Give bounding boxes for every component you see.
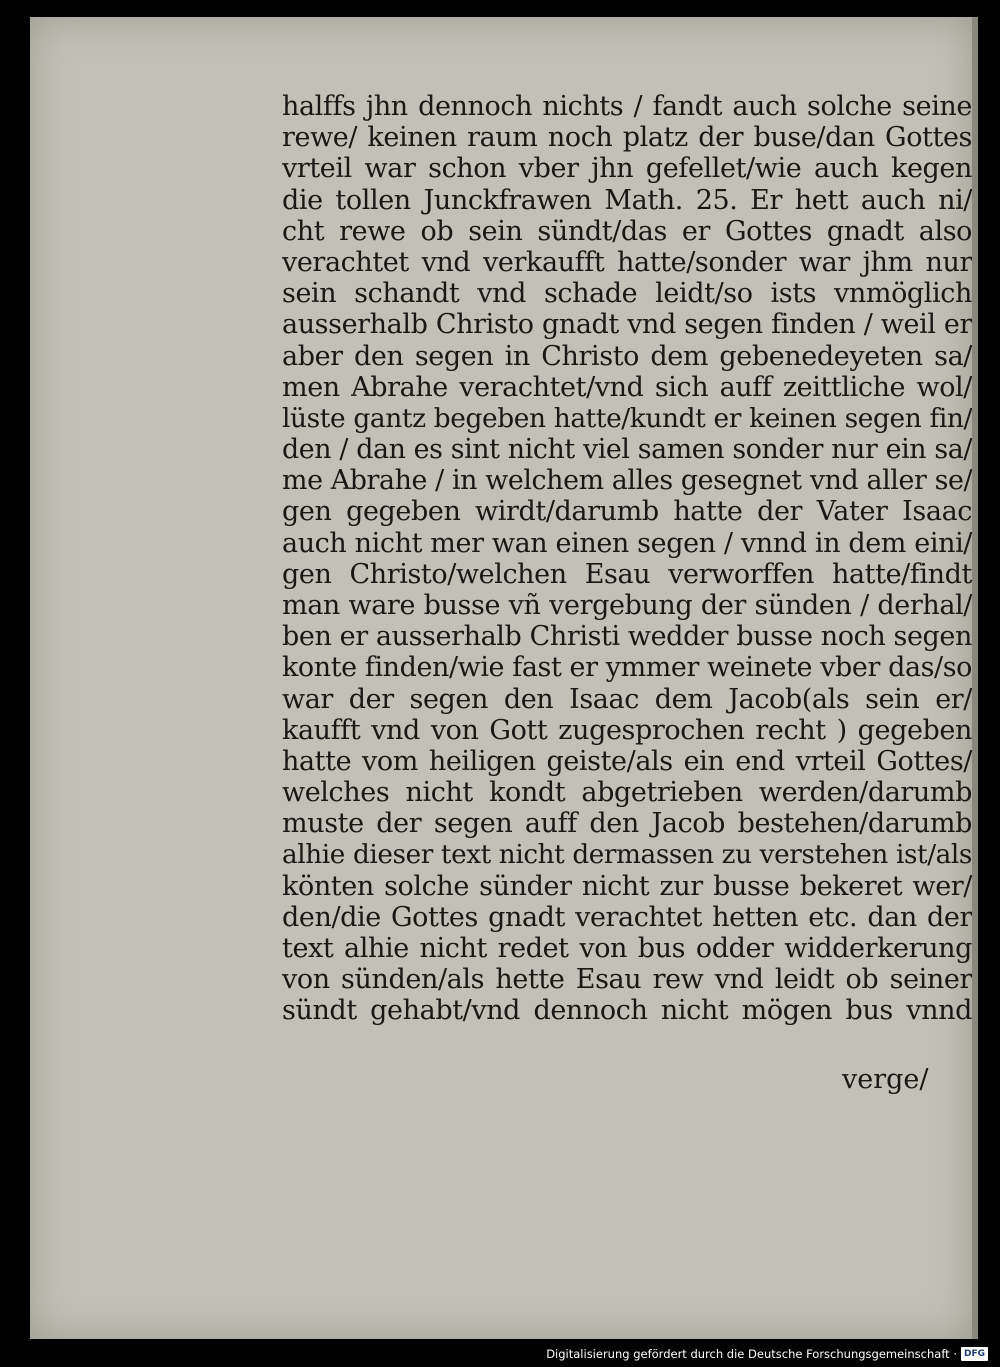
text-line: den/die Gottes gnadt verachtet hetten etc. dan der [282, 901, 972, 933]
text-line: gen gegeben wirdt/darumb hatte der Vater Isaac [282, 496, 972, 528]
text-line: aber den segen in Christo dem gebenedeyeten sa/ [282, 340, 972, 372]
text-line: hatte vom heiligen geiste/als ein end vrteil Gottes/ [282, 745, 972, 777]
text-line: konte finden/wie fast er ymmer weinete vber das/so [282, 652, 972, 684]
text-line: von sünden/als hette Esau rew vnd leidt ob seiner [282, 964, 972, 996]
text-line: ben er ausserhalb Christi wedder busse noch segen [282, 621, 972, 653]
text-line: me Abrahe / in welchem alles gesegnet vnd aller se/ [282, 465, 973, 497]
page-edge [972, 17, 978, 1339]
text-line: text alhie nicht redet von bus odder widderkerung [282, 933, 972, 965]
text-line: vrteil war schon vber jhn gefellet/wie auch kegen [282, 153, 972, 185]
scanned-page [30, 17, 972, 1339]
text-line: sündt gehabt/vnd dennoch nicht mögen bus vnnd [282, 995, 972, 1027]
text-line: welches nicht kondt abgetrieben werden/darumb [282, 777, 972, 809]
text-block [282, 91, 972, 1027]
text-line: den / dan es sint nicht viel samen sonder nur ein sa/ [282, 434, 972, 466]
text-line: cht rewe ob sein sündt/das er Gottes gnadt also [282, 215, 972, 247]
text-line: muste der segen auff den Jacob bestehen/darumb [282, 808, 972, 840]
text-line: verachtet vnd verkaufft hatte/sonder war jhm nur [282, 246, 972, 278]
text-line: halffs jhn dennoch nichts / fandt auch solche seine [282, 91, 972, 122]
text-line: ausserhalb Christo gnadt vnd segen finden / weil er [282, 309, 972, 341]
text-line: war der segen den Isaac dem Jacob(als sein er/ [282, 683, 972, 715]
text-line: könten solche sünder nicht zur busse bekeret wer/ [282, 870, 972, 902]
text-line: sein schandt vnd schade leidt/so ists vnmöglich [282, 278, 972, 310]
text-line: die tollen Junckfrawen Math. 25. Er hett auch ni/ [282, 184, 972, 216]
text-line: man ware busse vñ vergebung der sünden / derhal/ [282, 590, 972, 621]
digitization-footer [546, 1344, 988, 1364]
dfg-logo-icon: DFG [961, 1347, 988, 1361]
text-line: men Abrahe verachtet/vnd sich auff zeittliche wol/ [282, 371, 972, 403]
text-line: lüste gantz begeben hatte/kundt er keinen segen fin/ [282, 402, 972, 434]
catchword: verge/ [842, 1064, 929, 1095]
text-line: rewe/ keinen raum noch platz der buse/dan Gottes [282, 122, 972, 154]
footer-credit: Digitalisierung gefördert durch die Deutsche Forschungsgemeinschaft · [546, 1347, 957, 1361]
text-line: kaufft vnd von Gott zugesprochen recht ) gegeben [282, 714, 972, 746]
text-line: alhie dieser text nicht dermassen zu verstehen ist/als [282, 839, 972, 870]
text-line: gen Christo/welchen Esau verworffen hatte/findt [282, 558, 972, 590]
text-line: auch nicht mer wan einen segen / vnnd in dem eini/ [282, 527, 972, 559]
